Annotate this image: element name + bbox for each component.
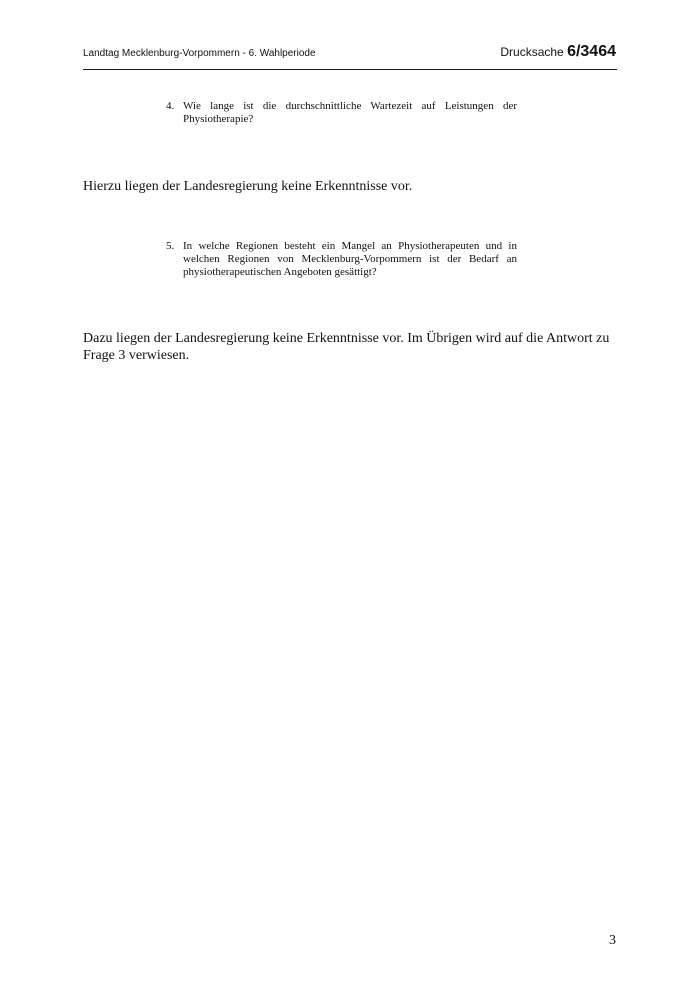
question-text: Wie lange ist die durchschnittliche Wartezeit auf Leistungen der Physiotherapie? (183, 100, 517, 125)
header-document-label: Drucksache (500, 45, 564, 59)
question-text: In welche Regionen besteht ein Mangel an Physiotherapeuten und in welchen Regionen von Mecklenburg-Vorpommern ist der Bedarf an physiotherapeutischen Angeboten gesättigt? (183, 240, 517, 278)
answer-4: Hierzu liegen der Landesregierung keine Erkenntnisse vor. (83, 179, 413, 194)
question-5 (166, 240, 517, 279)
answer-5: Dazu liegen der Landesregierung keine Erkenntnisse vor. Im Übrigen wird auf die Antwort zu Frage 3 verwiesen. (83, 331, 610, 363)
header-divider (83, 69, 617, 70)
question-number: 5. (166, 240, 175, 252)
question-4 (166, 100, 517, 126)
header-document-number: 6/3464 (567, 43, 616, 60)
header-parliament-title: Landtag Mecklenburg-Vorpommern - 6. Wahlperiode (83, 48, 316, 59)
question-number: 4. (166, 100, 175, 112)
header-document-reference (500, 43, 616, 61)
page-number: 3 (609, 933, 616, 948)
